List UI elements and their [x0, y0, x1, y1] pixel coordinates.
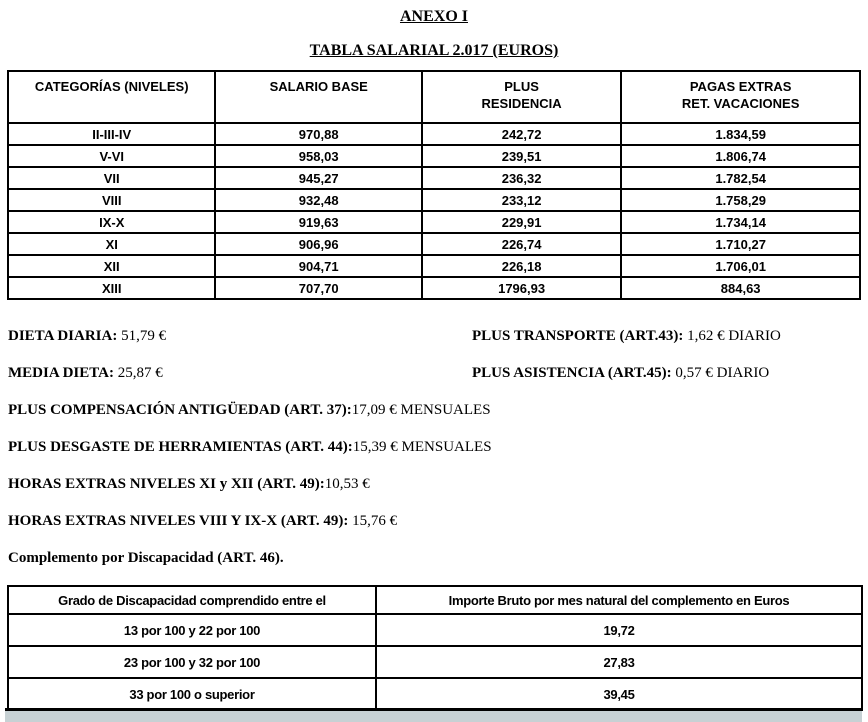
base-cell: 958,03 [215, 145, 421, 167]
note-plus-transporte [472, 326, 868, 346]
residencia-cell: 236,32 [422, 167, 621, 189]
base-cell: 707,70 [215, 277, 421, 299]
header-salario-base-label: SALARIO BASE [269, 79, 368, 94]
pagas-cell: 1.758,29 [621, 189, 860, 211]
pagas-cell: 1.706,01 [621, 255, 860, 277]
grado-cell: 23 por 100 y 32 por 100 [8, 646, 376, 678]
header-importe: Importe Bruto por mes natural del complemento en Euros [376, 586, 862, 614]
note-dieta-diaria-value: 51,79 € [117, 328, 167, 344]
salary-table-row [8, 255, 860, 277]
salary-table-row [8, 189, 860, 211]
note-plus-transporte-value: 1,62 € DIARIO [683, 328, 781, 344]
note-media-dieta-label: MEDIA DIETA: [8, 365, 114, 381]
note-dieta-diaria [8, 326, 472, 346]
base-cell: 932,48 [215, 189, 421, 211]
salary-table [7, 70, 861, 300]
category-cell: VIII [8, 189, 215, 211]
residencia-cell: 239,51 [422, 145, 621, 167]
base-cell: 919,63 [215, 211, 421, 233]
salary-table-row [8, 167, 860, 189]
importe-cell: 27,83 [376, 646, 862, 678]
note-complemento-discapacidad-label: Complemento por Discapacidad (ART. 46). [8, 550, 284, 566]
header-pagas-extras [621, 71, 860, 123]
category-cell: IX-X [8, 211, 215, 233]
notes-left-column [8, 326, 472, 400]
residencia-cell: 233,12 [422, 189, 621, 211]
category-cell: XIII [8, 277, 215, 299]
note-horas-extras-viii-ixx-value: 15,76 € [348, 513, 398, 529]
doc-title: ANEXO I [399, 8, 468, 25]
disability-table-header-row [8, 586, 862, 614]
disability-table-row [8, 614, 862, 646]
header-categorias-label: CATEGORÍAS (NIVELES) [34, 79, 189, 94]
notes-two-column-block [8, 326, 868, 400]
note-horas-extras-viii-ixx-label: HORAS EXTRAS NIVELES VIII Y IX-X (ART. 49): [8, 513, 349, 529]
base-cell: 906,96 [215, 233, 421, 255]
notes-section [8, 326, 868, 568]
header-grado: Grado de Discapacidad comprendido entre el [8, 586, 376, 614]
pagas-cell: 884,63 [621, 277, 860, 299]
note-plus-compensacion-label: PLUS COMPENSACIÓN ANTIGÜEDAD (ART. 37): [8, 402, 352, 418]
category-cell: XI [8, 233, 215, 255]
note-plus-compensacion-value: 17,09 € MENSUALES [351, 402, 491, 418]
importe-cell: 19,72 [376, 614, 862, 646]
category-cell: VII [8, 167, 215, 189]
disability-table-row [8, 678, 862, 710]
grado-cell: 33 por 100 o superior [8, 678, 376, 710]
note-horas-extras-viii-ixx [8, 511, 868, 531]
header-pagas-extras-line2: RET. VACACIONES [681, 96, 800, 111]
note-dieta-diaria-label: DIETA DIARIA: [8, 328, 118, 344]
salary-table-header-row [8, 71, 860, 123]
pagas-cell: 1.782,54 [621, 167, 860, 189]
note-horas-extras-xi-xii [8, 474, 868, 494]
note-plus-asistencia-label: PLUS ASISTENCIA (ART.45): [472, 365, 672, 381]
note-plus-desgaste [8, 437, 868, 457]
note-complemento-discapacidad [8, 548, 868, 568]
importe-cell: 39,45 [376, 678, 862, 710]
note-horas-extras-xi-xii-value: 10,53 € [324, 476, 370, 492]
salary-table-row [8, 145, 860, 167]
note-plus-compensacion [8, 400, 868, 420]
base-cell: 904,71 [215, 255, 421, 277]
category-cell: XII [8, 255, 215, 277]
pagas-cell: 1.734,14 [621, 211, 860, 233]
note-plus-asistencia [472, 363, 868, 383]
header-plus-residencia-line2: RESIDENCIA [481, 96, 562, 111]
base-cell: 945,27 [215, 167, 421, 189]
header-plus-residencia [422, 71, 621, 123]
note-plus-desgaste-label: PLUS DESGASTE DE HERRAMIENTAS (ART. 44): [8, 439, 353, 455]
note-media-dieta-value: 25,87 € [113, 365, 163, 381]
disability-table [7, 585, 863, 711]
base-cell: 970,88 [215, 123, 421, 145]
doc-subtitle: TABLA SALARIAL 2.017 (EUROS) [309, 42, 559, 59]
note-plus-asistencia-value: 0,57 € DIARIO [671, 365, 770, 381]
header-salario-base [215, 71, 421, 123]
header-pagas-extras-line1: PAGAS EXTRAS [689, 79, 792, 94]
disability-table-row [8, 646, 862, 678]
salary-table-row [8, 211, 860, 233]
residencia-cell: 226,18 [422, 255, 621, 277]
residencia-cell: 226,74 [422, 233, 621, 255]
salary-table-row [8, 277, 860, 299]
category-cell: II-III-IV [8, 123, 215, 145]
residencia-cell: 229,91 [422, 211, 621, 233]
note-media-dieta [8, 363, 472, 383]
grado-cell: 13 por 100 y 22 por 100 [8, 614, 376, 646]
note-plus-desgaste-value: 15,39 € MENSUALES [352, 439, 492, 455]
pagas-cell: 1.710,27 [621, 233, 860, 255]
header-plus-residencia-line1: PLUS [504, 79, 539, 94]
salary-table-row [8, 123, 860, 145]
salary-table-row [8, 233, 860, 255]
pagas-cell: 1.806,74 [621, 145, 860, 167]
note-plus-transporte-label: PLUS TRANSPORTE (ART.43): [472, 328, 684, 344]
cropped-next-section-strip [5, 708, 862, 722]
notes-right-column [472, 326, 868, 400]
residencia-cell: 1796,93 [422, 277, 621, 299]
category-cell: V-VI [8, 145, 215, 167]
residencia-cell: 242,72 [422, 123, 621, 145]
header-categorias [8, 71, 215, 123]
pagas-cell: 1.834,59 [621, 123, 860, 145]
note-horas-extras-xi-xii-label: HORAS EXTRAS NIVELES XI y XII (ART. 49): [8, 476, 325, 492]
